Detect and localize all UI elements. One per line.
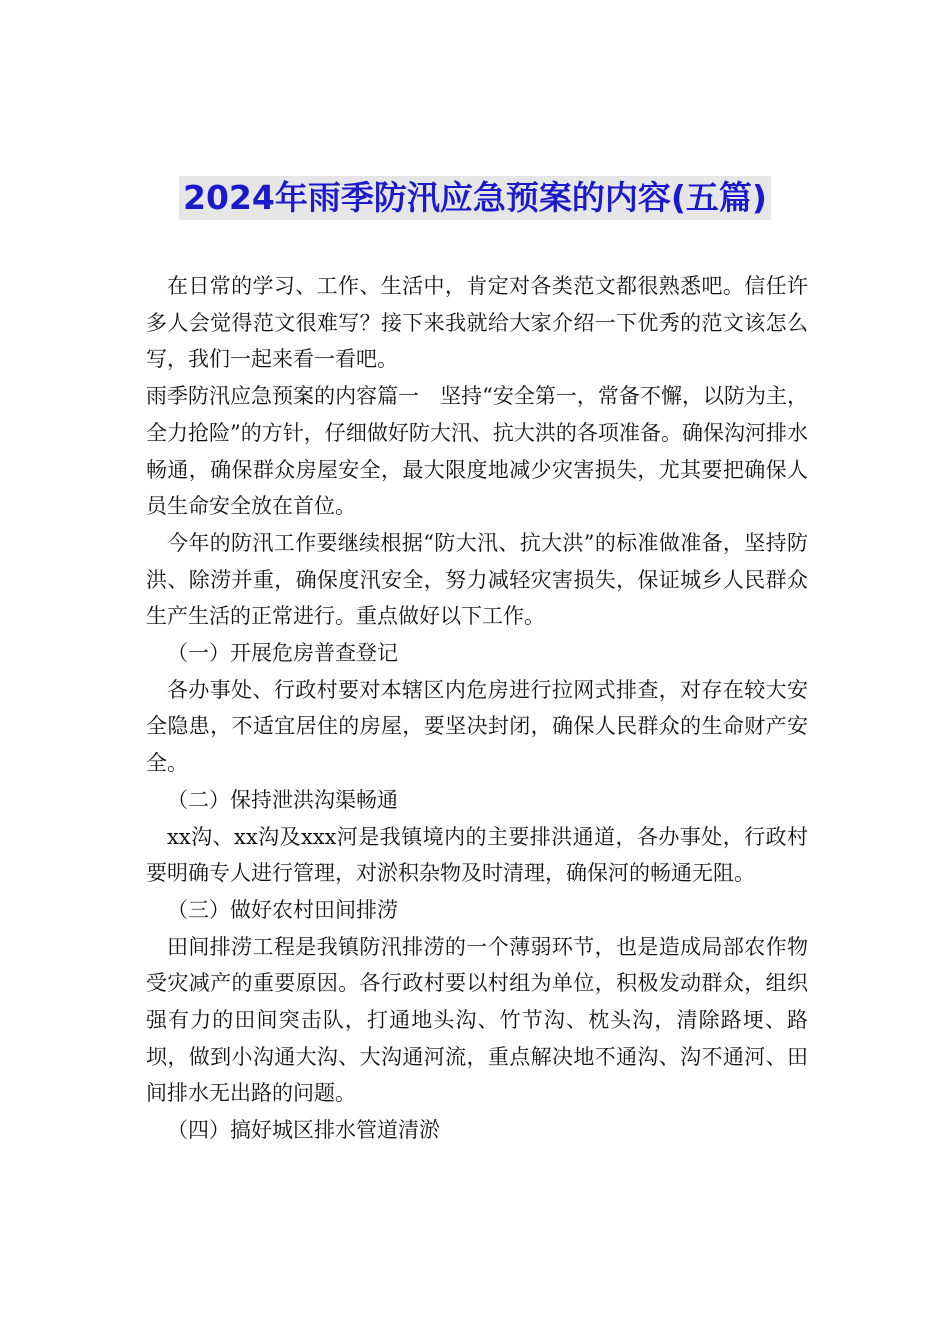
section-one-paragraph: 雨季防汛应急预案的内容篇一 坚持“安全第一，常备不懈，以防为主，全力抢险”的方针，仔细做好防大汛、抗大洪的各项准备。确保沟河排水畅通，确保群众房屋安全，最大限度地减少灾害损失，尤其要把确保人员生命安全放在首位。 <box>146 384 808 519</box>
body-paragraph: 田间排涝工程是我镇防汛排涝的一个薄弱环节，也是造成局部农作物受灾减产的重要原因。各行政村要以村组为单位，积极发动群众，组织强有力的田间突击队，打通地头沟、竹节沟、枕头沟，清除路埂、路坝，做到小沟通大沟、大沟通河流，重点解决地不通沟、沟不通河、田间排水无出路的问题。 <box>146 934 808 1106</box>
subheading-2: （二）保持泄洪沟渠畅通 <box>167 787 398 812</box>
subheading-1: （一）开展危房普查登记 <box>167 641 398 666</box>
body-paragraph: 今年的防汛工作要继续根据“防大汛、抗大洪”的标准做准备，坚持防洪、除涝并重，确保度汛安全，努力减轻灾害损失，保证城乡人民群众生产生活的正常进行。重点做好以下工作。 <box>146 530 808 629</box>
document-body <box>146 268 808 1149</box>
document-title: 2024年雨季防汛应急预案的内容(五篇) <box>179 176 771 220</box>
intro-paragraph: 在日常的学习、工作、生活中，肯定对各类范文都很熟悉吧。信任许多人会觉得范文很难写？接下来我就给大家介绍一下优秀的范文该怎么写，我们一起来看一看吧。 <box>146 274 808 372</box>
subheading-4: （四）搞好城区排水管道清淤 <box>167 1118 440 1143</box>
subheading-3: （三）做好农村田间排涝 <box>167 897 398 922</box>
title-container <box>0 176 950 220</box>
body-paragraph: 各办事处、行政村要对本辖区内危房进行拉网式排查，对存在较大安全隐患，不适宜居住的房屋，要坚决封闭，确保人民群众的生命财产安全。 <box>146 677 808 776</box>
body-paragraph: xx沟、xx沟及xxx河是我镇境内的主要排洪通道，各办事处，行政村要明确专人进行管理，对淤积杂物及时清理，确保河的畅通无阻。 <box>146 824 808 886</box>
